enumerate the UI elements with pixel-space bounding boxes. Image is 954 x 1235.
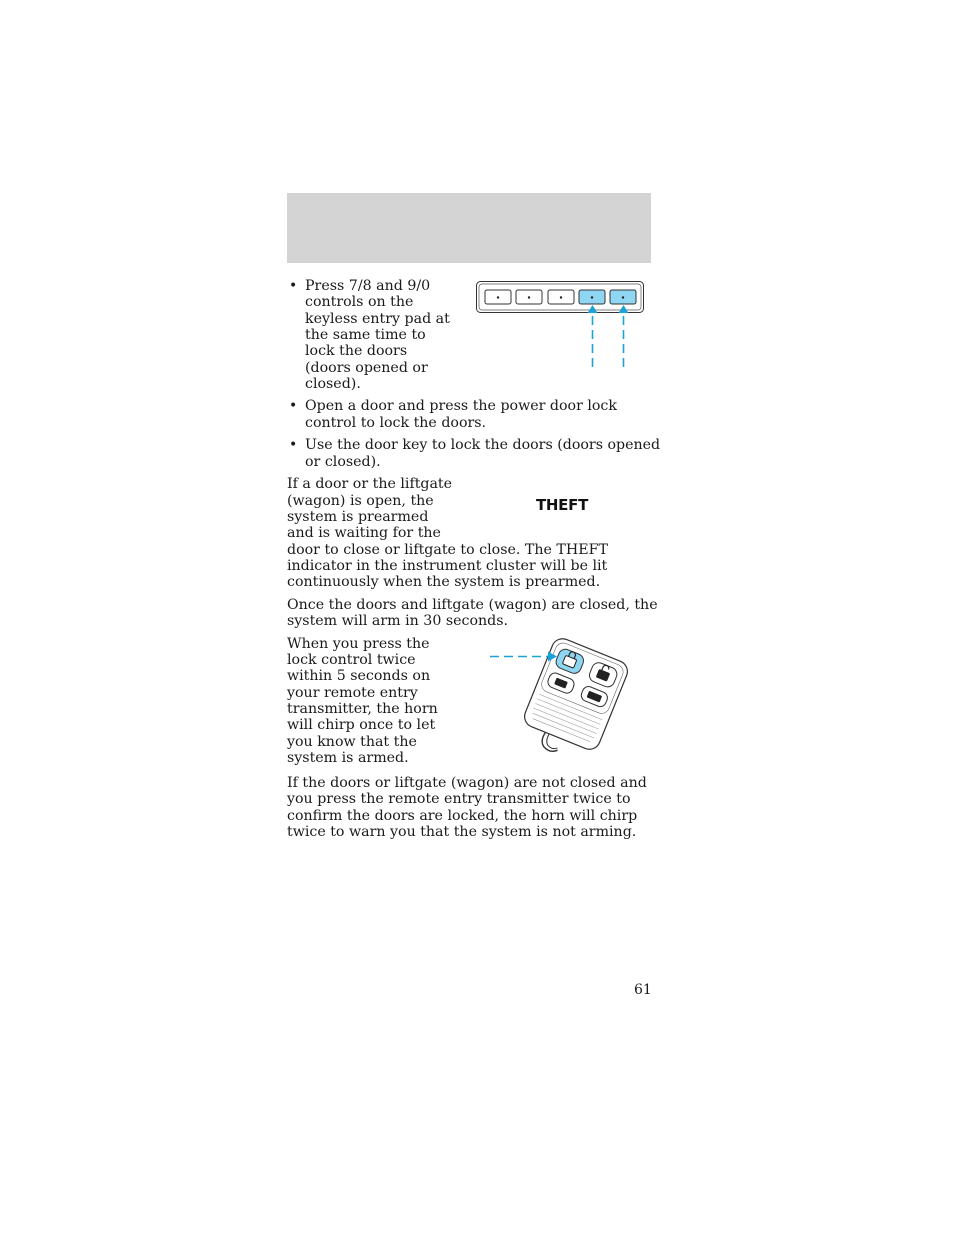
text-line: Press 7/8 and 9/0	[305, 278, 431, 294]
text-line: you press the remote entry transmitter twice to	[287, 791, 631, 807]
text-line: will chirp once to let	[287, 717, 436, 733]
text-line: continuously when the system is prearmed.	[287, 574, 601, 590]
text-line: and is waiting for the	[287, 525, 441, 541]
text-line: keyless entry pad at	[305, 311, 450, 327]
keyless-entry-keypad-illustration	[474, 280, 648, 376]
text-line: Use the door key to lock the doors (doors opened	[305, 437, 661, 453]
text-line: lock control twice	[287, 652, 416, 668]
text-line: closed).	[305, 376, 361, 392]
section-header-band	[287, 193, 651, 263]
text-line: control to lock the doors.	[305, 415, 487, 431]
bullet-marker: •	[289, 278, 298, 294]
text-line: Open a door and press the power door lock	[305, 398, 617, 414]
text-line: lock the doors	[305, 343, 408, 359]
text-line: system is prearmed	[287, 509, 429, 525]
text-line: Once the doors and liftgate (wagon) are closed, the	[287, 597, 658, 613]
text-line: or closed).	[305, 454, 381, 470]
page-number: 61	[634, 982, 652, 998]
text-line: If a door or the liftgate	[287, 476, 453, 492]
text-line: you know that the	[287, 734, 417, 750]
text-line: your remote entry	[287, 685, 418, 701]
text-line: indicator in the instrument cluster will be lit	[287, 558, 608, 574]
text-line: the same time to	[305, 327, 426, 343]
text-line: (doors opened or	[305, 360, 428, 376]
text-line: door to close or liftgate to close. The THEFT	[287, 542, 608, 558]
text-line: controls on the	[305, 294, 414, 310]
text-line: system is armed.	[287, 750, 409, 766]
remote-transmitter-illustration	[488, 636, 630, 768]
text-line: confirm the doors are locked, the horn will chirp	[287, 808, 638, 824]
text-line: within 5 seconds on	[287, 668, 431, 684]
text-line: If the doors or liftgate (wagon) are not closed and	[287, 775, 647, 791]
text-line: (wagon) is open, the	[287, 493, 434, 509]
text-line: When you press the	[287, 636, 430, 652]
bullet-marker: •	[289, 398, 298, 414]
bullet-marker: •	[289, 437, 298, 453]
text-line: system will arm in 30 seconds.	[287, 613, 509, 629]
text-line: transmitter, the horn	[287, 701, 438, 717]
theft-indicator-label: THEFT	[536, 496, 589, 514]
text-line: twice to warn you that the system is not arming.	[287, 824, 637, 840]
